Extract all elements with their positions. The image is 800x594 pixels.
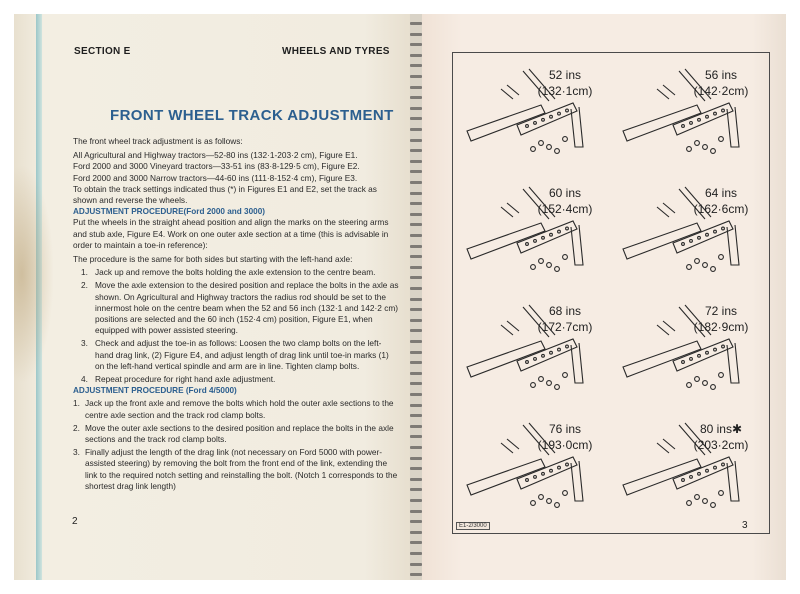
binding-coil (410, 181, 422, 184)
adjust-hole (706, 469, 709, 472)
section-title: WHEELS AND TYRES (282, 46, 390, 57)
nut (711, 503, 716, 508)
binding-coil (410, 128, 422, 131)
nut (547, 381, 552, 386)
left-page (14, 14, 410, 580)
procedure-step (73, 423, 399, 445)
step-text: Jack up the front axle and remove the bolts which hold the outer axle sections to the centre axle section and the track rod clamp bolts. (85, 398, 394, 420)
bolt (657, 439, 675, 453)
binding-coil (410, 446, 422, 449)
binding-coil (410, 531, 422, 534)
nut (695, 141, 700, 146)
adjust-hole (690, 358, 693, 361)
nut (555, 149, 560, 154)
adjust-hole (690, 122, 693, 125)
binding-coil (410, 149, 422, 152)
nut (539, 495, 544, 500)
nut (711, 385, 716, 390)
nut (531, 383, 536, 388)
binding-coil (410, 563, 422, 566)
adjust-hole (714, 230, 717, 233)
nut (711, 149, 716, 154)
step-text: Finally adjust the length of the drag link (not necessary on Ford 5000 with power-assisted steering) by removing the bolt from the front end of the link, extending the link to the required notch setting and reinstalling the bolt. (Notch 1 corresponds to the shortest drag link length) (85, 447, 398, 491)
intro-line: Ford 2000 and 3000 Narrow tractors—44-60 ins (111·8-152·4 cm), Figure E3. (73, 172, 358, 183)
binding-coil (410, 329, 422, 332)
bolt (501, 439, 519, 453)
adjust-hole (722, 227, 725, 230)
axle-diagram (467, 422, 592, 507)
track-inches: 56 ins (704, 68, 738, 82)
nut (719, 255, 724, 260)
bolt (657, 203, 675, 217)
binding-coil (410, 54, 422, 57)
intro-line: All Agricultural and Highway tractors—52-80 ins (132·1-203·2 cm), Figure E1. (73, 150, 358, 161)
binding-coil (410, 404, 422, 407)
binding-coil (410, 139, 422, 142)
step-number: 2. (73, 422, 80, 433)
binding-coil (410, 75, 422, 78)
adjust-hole (682, 361, 685, 364)
nut (695, 377, 700, 382)
axle-extension (673, 457, 733, 489)
page-stain (14, 164, 54, 384)
adjust-hole (526, 243, 529, 246)
binding-coil (410, 22, 422, 25)
adjust-hole (542, 354, 545, 357)
binding-coil (410, 160, 422, 163)
procedure-step (73, 280, 399, 336)
adjust-hole (534, 476, 537, 479)
binding-coil (410, 467, 422, 470)
adjust-hole (698, 236, 701, 239)
adjust-hole (722, 109, 725, 112)
binding-coil (410, 107, 422, 110)
axle-extension (673, 103, 733, 135)
procedure-step (73, 267, 399, 278)
binding-coil (410, 117, 422, 120)
binding-coil (410, 223, 422, 226)
step-number: 3. (73, 447, 80, 458)
binding-coil (410, 457, 422, 460)
step-number: 3. (81, 338, 88, 349)
procedure-step (73, 398, 399, 420)
binding-coil (410, 393, 422, 396)
axle-extension (517, 457, 577, 489)
adjust-hole (558, 230, 561, 233)
nut (719, 491, 724, 496)
track-centimetres: (152·4cm) (537, 202, 593, 216)
procedure-paragraph: Put the wheels in the straight ahead position and align the marks on the steering arms and stub axle, Figure E4. Work on one outer axle section at a time (this is advisable in order to maintain a toe-in reference): (73, 217, 389, 250)
nut (555, 385, 560, 390)
binding-coil (410, 382, 422, 385)
track-inches: 64 ins (704, 186, 738, 200)
figure-reference: E1-2/3000 (456, 522, 490, 530)
track-inches: 60 ins (548, 186, 582, 200)
adjust-hole (534, 358, 537, 361)
adjust-hole (558, 466, 561, 469)
axle-extension (517, 221, 577, 253)
adjust-hole (550, 351, 553, 354)
binding-coil (410, 202, 422, 205)
nut (555, 267, 560, 272)
adjust-hole (714, 466, 717, 469)
binding-coil (410, 520, 422, 523)
nut (547, 263, 552, 268)
adjust-hole (566, 463, 569, 466)
procedure-step (73, 374, 399, 385)
page-number-left: 2 (72, 516, 78, 527)
page-title: FRONT WHEEL TRACK ADJUSTMENT (110, 107, 394, 124)
axle-diagram (623, 68, 748, 153)
adjust-hole (698, 118, 701, 121)
step-text: Move the axle extension to the desired position and replace the bolts in the axle as shown. On Agricultural and Highway tractors the radius rod should be set to the innermost hole on the centre beam when the 52 and 56 inch (132·1 and 142·2 cm) positions are selected and the 60 inch (152·4 cm) position, Figure E1, when equipped with power assisted steering. (95, 280, 399, 336)
adjust-hole (566, 109, 569, 112)
binding-coil (410, 266, 422, 269)
binding-coil (410, 276, 422, 279)
nut (719, 373, 724, 378)
step-text: Check and adjust the toe-in as follows: Loosen the two clamp bolts on the left-hand drag link, (2) Figure E4, and adjust length of drag link until toe-in marks (1) on the left-hand vertical spindle and arm are in line. Tighten clamp bolts. (95, 338, 389, 371)
binding-coil (410, 552, 422, 555)
step-text: Jack up and remove the bolts holding the axle extension to the centre beam. (95, 267, 376, 278)
step-number: 1. (81, 267, 88, 278)
bolt (501, 203, 519, 217)
track-centimetres: (193·0cm) (537, 438, 593, 452)
binding-coil (410, 372, 422, 375)
procedure-heading-2000-3000: ADJUSTMENT PROCEDURE(Ford 2000 and 3000) (73, 207, 265, 217)
intro-line: To obtain the track settings indicated thus (*) in Figures E1 and E2, set the track as shown and reverse the wheels. (73, 183, 377, 206)
bolt (657, 321, 675, 335)
nut (531, 501, 536, 506)
track-centimetres: (132·1cm) (537, 84, 593, 98)
adjust-hole (542, 472, 545, 475)
binding-coil (410, 488, 422, 491)
adjust-hole (722, 345, 725, 348)
track-centimetres: (182·9cm) (693, 320, 749, 334)
adjust-hole (566, 227, 569, 230)
section-label: SECTION E (74, 46, 131, 57)
nut (719, 137, 724, 142)
track-centimetres: (203·2cm) (693, 438, 749, 452)
binding-coil (410, 96, 422, 99)
axle-extension (673, 339, 733, 371)
binding-coil (410, 425, 422, 428)
adjust-hole (534, 122, 537, 125)
adjust-hole (698, 354, 701, 357)
adjust-hole (714, 348, 717, 351)
binding-coil (410, 499, 422, 502)
axle-extension (517, 339, 577, 371)
adjust-hole (698, 472, 701, 475)
axle-diagram (467, 304, 592, 389)
bolt (501, 321, 519, 335)
spiral-binding (410, 14, 422, 580)
axle-diagram (623, 304, 748, 389)
adjust-hole (550, 233, 553, 236)
binding-coil (410, 192, 422, 195)
binding-coil (410, 86, 422, 89)
nut (687, 501, 692, 506)
procedure-text (73, 136, 399, 492)
nut (563, 255, 568, 260)
nut (531, 147, 536, 152)
nut (531, 265, 536, 270)
adjust-hole (690, 240, 693, 243)
adjust-hole (690, 476, 693, 479)
nut (563, 491, 568, 496)
adjust-hole (682, 479, 685, 482)
binding-coil (410, 361, 422, 364)
track-inches: 72 ins (704, 304, 738, 318)
adjust-hole (526, 125, 529, 128)
bolt (501, 85, 519, 99)
binding-coil (410, 298, 422, 301)
axle-diagram (623, 422, 748, 507)
nut (711, 267, 716, 272)
binding-coil (410, 351, 422, 354)
nut (695, 259, 700, 264)
axle-extension (517, 103, 577, 135)
binding-coil (410, 43, 422, 46)
nut (687, 147, 692, 152)
axle-diagram (467, 186, 592, 271)
track-inches: 52 ins (548, 68, 582, 82)
binding-coil (410, 319, 422, 322)
open-manual (14, 14, 786, 580)
adjust-hole (706, 351, 709, 354)
binding-coil (410, 510, 422, 513)
nut (539, 377, 544, 382)
nut (539, 259, 544, 264)
adjust-hole (706, 233, 709, 236)
binding-coil (410, 213, 422, 216)
nut (563, 137, 568, 142)
adjust-hole (542, 118, 545, 121)
track-centimetres: (142·2cm) (693, 84, 749, 98)
adjust-hole (558, 348, 561, 351)
step-text: Repeat procedure for right hand axle adjustment. (95, 374, 276, 385)
step-number: 1. (73, 398, 80, 409)
binding-coil (410, 478, 422, 481)
figure-e1-frame (452, 52, 770, 534)
nut (703, 145, 708, 150)
binding-coil (410, 340, 422, 343)
adjust-hole (526, 479, 529, 482)
binding-coil (410, 414, 422, 417)
axle-extension (673, 221, 733, 253)
adjust-hole (566, 345, 569, 348)
binding-coil (410, 287, 422, 290)
adjust-hole (542, 236, 545, 239)
binding-coil (410, 435, 422, 438)
binding-coil (410, 33, 422, 36)
axle-diagram (623, 186, 748, 271)
nut (703, 263, 708, 268)
intro-line: The front wheel track adjustment is as follows: (73, 136, 243, 146)
procedure-paragraph: The procedure is the same for both sides but starting with the left-hand axle: (73, 254, 353, 265)
adjust-hole (558, 112, 561, 115)
nut (687, 383, 692, 388)
procedure-step (73, 338, 399, 372)
track-inches: 76 ins (548, 422, 582, 436)
step-text: Move the outer axle sections to the desired position and replace the bolts in the axle sections and the track rod clamp bolts. (85, 422, 394, 445)
adjust-hole (714, 112, 717, 115)
binding-coil (410, 255, 422, 258)
adjust-hole (550, 469, 553, 472)
adjust-hole (682, 243, 685, 246)
nut (687, 265, 692, 270)
nut (703, 381, 708, 386)
page-number-right: 3 (742, 520, 748, 531)
binding-coil (410, 64, 422, 67)
adjust-hole (550, 115, 553, 118)
axle-diagram (467, 68, 592, 153)
track-inches: 68 ins (548, 304, 582, 318)
nut (555, 503, 560, 508)
nut (563, 373, 568, 378)
adjust-hole (706, 115, 709, 118)
axle-track-diagram (453, 53, 769, 533)
adjust-hole (534, 240, 537, 243)
procedure-step (73, 447, 399, 492)
binding-coil (410, 245, 422, 248)
nut (547, 145, 552, 150)
right-page (422, 14, 786, 580)
step-number: 2. (81, 280, 88, 291)
binding-coil (410, 308, 422, 311)
nut (695, 495, 700, 500)
track-centimetres: (172·7cm) (537, 320, 593, 334)
procedure-heading-4000-5000: ADJUSTMENT PROCEDURE (Ford 4/5000) (73, 386, 237, 396)
step-number: 4. (81, 374, 88, 385)
intro-line: Ford 2000 and 3000 Vineyard tractors—33-51 ins (83·8-129·5 cm), Figure E2. (73, 161, 360, 172)
bolt (657, 85, 675, 99)
nut (539, 141, 544, 146)
track-inches: 80 ins✱ (699, 422, 743, 436)
adjust-hole (526, 361, 529, 364)
binding-coil (410, 573, 422, 576)
binding-coil (410, 234, 422, 237)
adjust-hole (682, 125, 685, 128)
adjust-hole (722, 463, 725, 466)
binding-coil (410, 541, 422, 544)
binding-coil (410, 170, 422, 173)
track-centimetres: (162·6cm) (693, 202, 749, 216)
nut (547, 499, 552, 504)
nut (703, 499, 708, 504)
